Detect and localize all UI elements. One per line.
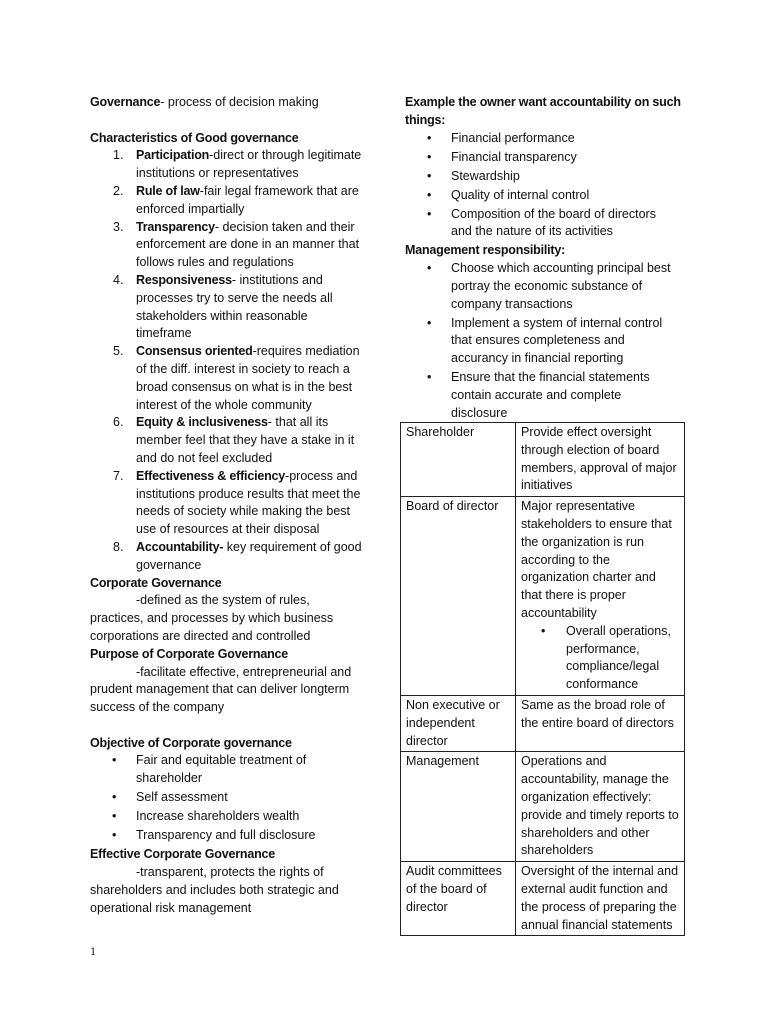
example-heading-line: things: xyxy=(405,112,446,127)
role-cell xyxy=(401,423,516,497)
bullet-text: Quality of internal control xyxy=(451,187,590,202)
bullet-item xyxy=(90,827,372,845)
paragraph-line: practices, and processes by which business xyxy=(90,611,334,626)
bullet-text: Financial transparency xyxy=(451,149,577,164)
characteristic-term: Consensus oriented xyxy=(136,344,253,359)
description-text: organization effectively: xyxy=(521,789,652,804)
description-text: Provide effect oversight xyxy=(521,425,652,439)
purpose-heading: Purpose of Corporate Governance xyxy=(90,646,289,661)
bullet-item xyxy=(405,369,687,422)
bullet-text: accurancy in financial reporting xyxy=(451,351,624,366)
characteristic-text: broad consensus on what is in the best xyxy=(136,379,353,394)
right-column xyxy=(405,94,687,424)
description-text: annual financial statements xyxy=(521,917,673,932)
characteristic-item xyxy=(90,343,372,414)
description-text: stakeholders to ensure that xyxy=(521,516,672,531)
bullet-text: Composition of the board of directors xyxy=(451,206,656,221)
description-text: external audit function and xyxy=(521,881,668,896)
description-cell xyxy=(516,423,685,497)
item-number: 5. xyxy=(113,344,124,359)
role-text: Non executive or xyxy=(406,697,500,712)
characteristic-text: and do not feel excluded xyxy=(136,450,273,465)
characteristic-item xyxy=(90,468,372,539)
bullet-icon: • xyxy=(541,623,546,638)
characteristic-text: of the diff. interest in society to reach a xyxy=(136,361,350,376)
paragraph-line: operational risk management xyxy=(90,900,252,915)
characteristic-text: interest of the whole community xyxy=(136,397,312,412)
bullet-text: portray the economic substance of xyxy=(451,278,643,293)
bullet-icon: • xyxy=(427,315,432,330)
description-text: shareholders and other xyxy=(521,825,650,840)
paragraph-line: corporations are directed and controlled xyxy=(90,628,311,643)
characteristic-text: use of resources at their disposal xyxy=(136,522,320,537)
role-text: director xyxy=(406,733,448,748)
characteristic-text: stakeholders within reasonable xyxy=(136,308,308,323)
description-cell xyxy=(516,752,685,862)
management-list xyxy=(405,260,687,423)
paragraph-line: prudent management that can deliver longterm xyxy=(90,682,350,697)
role-text: Board of director xyxy=(406,499,499,514)
bullet-item xyxy=(405,130,687,148)
paragraph-line: -facilitate effective, entrepreneurial and xyxy=(136,664,352,679)
description-text: Major representative xyxy=(521,499,635,514)
characteristic-text: member feel that they have a stake in it xyxy=(136,433,355,448)
example-heading xyxy=(405,94,687,130)
characteristic-text: -direct or through legitimate xyxy=(209,148,362,163)
roles-table xyxy=(400,422,685,936)
characteristic-item xyxy=(90,539,372,575)
description-text: provide and timely reports to xyxy=(521,807,679,822)
characteristic-text: - decision taken and their xyxy=(214,219,355,234)
paragraph-line: shareholders and includes both strategic and xyxy=(90,882,339,897)
bullet-icon: • xyxy=(112,753,117,768)
characteristic-item xyxy=(90,219,372,272)
effective-text xyxy=(90,864,372,917)
bullet-icon: • xyxy=(112,809,117,824)
item-number: 7. xyxy=(113,468,124,483)
description-text: the process of preparing the xyxy=(521,899,677,914)
bullet-item xyxy=(405,315,687,368)
bullet-item xyxy=(405,168,687,186)
bullet-text: compliance/legal xyxy=(566,659,660,674)
description-text: the organization is run xyxy=(521,534,644,549)
description-text: through election of board xyxy=(521,442,660,457)
bullet-text: Self assessment xyxy=(136,790,228,805)
paragraph-line: -defined as the system of rules, xyxy=(136,593,310,608)
description-text: Same as the broad role of xyxy=(521,697,665,712)
bullet-icon: • xyxy=(112,828,117,843)
role-text: director xyxy=(406,899,448,914)
characteristic-term: Accountability- xyxy=(136,539,224,554)
bullet-item xyxy=(90,808,372,826)
characteristic-text: enforcement are done in an manner that xyxy=(136,237,360,252)
bullet-item xyxy=(405,260,687,313)
characteristic-item xyxy=(90,147,372,183)
item-number: 1. xyxy=(113,148,124,163)
characteristic-text: timeframe xyxy=(136,326,192,341)
role-text: Audit committees xyxy=(406,864,502,879)
bullet-text: shareholder xyxy=(136,771,203,786)
paragraph-line: -transparent, protects the rights of xyxy=(136,865,324,880)
bullet-text: Overall operations, xyxy=(566,623,671,638)
bullet-text: Stewardship xyxy=(451,168,520,183)
characteristics-heading: Characteristics of Good governance xyxy=(90,130,299,145)
characteristic-text: needs of society while making the best xyxy=(136,504,351,519)
role-text: independent xyxy=(406,715,475,730)
bullet-text: Ensure that the financial statements xyxy=(451,370,650,385)
description-text: initiatives xyxy=(521,478,573,493)
corporate-governance-heading: Corporate Governance xyxy=(90,575,222,590)
objective-heading: Objective of Corporate governance xyxy=(90,735,292,750)
table-row xyxy=(401,497,685,696)
table-row xyxy=(401,752,685,862)
bullet-text: Financial performance xyxy=(451,130,575,145)
bullet-text: company transactions xyxy=(451,296,573,311)
role-cell xyxy=(401,862,516,936)
characteristic-term: Rule of law xyxy=(136,183,200,198)
governance-def: - process of decision making xyxy=(160,95,319,109)
characteristic-term: Participation xyxy=(136,148,210,163)
characteristic-text: governance xyxy=(136,557,202,572)
characteristics-list xyxy=(90,147,372,574)
characteristic-item xyxy=(90,272,372,343)
characteristic-text: -fair legal framework that are xyxy=(199,183,359,198)
bullet-icon: • xyxy=(427,187,432,202)
role-text: of the board of xyxy=(406,881,487,896)
characteristic-text: institutions or representatives xyxy=(136,166,299,181)
characteristic-text: -requires mediation xyxy=(252,344,360,359)
bullet-item xyxy=(405,187,687,205)
bullet-text: Transparency and full disclosure xyxy=(136,828,316,843)
characteristic-text: processes try to serve the needs all xyxy=(136,290,333,305)
table-row xyxy=(401,862,685,936)
item-number: 2. xyxy=(113,183,124,198)
bullet-item xyxy=(90,752,372,788)
bullet-text: conformance xyxy=(566,677,639,692)
description-text: accountability, manage the xyxy=(521,772,669,787)
page-number: 1 xyxy=(90,944,96,958)
description-text: accountability xyxy=(521,605,597,620)
example-list xyxy=(405,130,687,242)
management-heading: Management responsibility: xyxy=(405,243,566,258)
description-text: according to the xyxy=(521,552,610,567)
bullet-icon: • xyxy=(427,168,432,183)
bullet-text: disclosure xyxy=(451,405,508,420)
role-text: Management xyxy=(406,754,479,769)
governance-term: Governance xyxy=(90,95,161,109)
characteristic-text: - institutions and xyxy=(231,272,323,287)
bullet-item xyxy=(90,789,372,807)
role-cell xyxy=(401,695,516,751)
description-cell xyxy=(516,695,685,751)
characteristic-term: Transparency xyxy=(136,219,215,234)
characteristic-text: follows rules and regulations xyxy=(136,255,294,270)
characteristic-text: - that all its xyxy=(267,415,329,430)
effective-heading: Effective Corporate Governance xyxy=(90,847,276,862)
description-text: organization charter and xyxy=(521,570,656,585)
item-number: 4. xyxy=(113,272,124,287)
bullet-icon: • xyxy=(427,206,432,221)
left-column xyxy=(90,94,372,917)
governance-definition xyxy=(90,94,372,112)
item-number: 6. xyxy=(113,415,124,430)
table-row xyxy=(401,695,685,751)
bullet-text: contain accurate and complete xyxy=(451,388,622,403)
characteristic-item xyxy=(90,183,372,219)
description-cell xyxy=(516,862,685,936)
description-text: shareholders xyxy=(521,843,594,858)
role-cell xyxy=(401,752,516,862)
bullet-icon: • xyxy=(427,130,432,145)
objective-list xyxy=(90,752,372,845)
role-text: Shareholder xyxy=(406,425,475,439)
item-number: 3. xyxy=(113,219,124,234)
characteristic-item xyxy=(90,414,372,467)
bullet-text: and the nature of its activities xyxy=(451,224,613,239)
characteristic-term: Effectiveness & efficiency xyxy=(136,468,286,483)
bullet-item xyxy=(521,623,679,694)
characteristic-term: Equity & inclusiveness xyxy=(136,415,268,430)
paragraph-line: success of the company xyxy=(90,700,225,715)
characteristic-text: enforced impartially xyxy=(136,201,245,216)
example-heading-line: Example the owner want accountability on such xyxy=(405,95,681,109)
bullet-text: that ensures completeness and xyxy=(451,333,625,348)
bullet-icon: • xyxy=(427,261,432,276)
description-text: the entire board of directors xyxy=(521,715,674,730)
description-bullet-list xyxy=(521,623,679,694)
description-text: Operations and xyxy=(521,754,607,769)
bullet-icon: • xyxy=(427,370,432,385)
bullet-item xyxy=(405,149,687,167)
description-text: that there is proper xyxy=(521,588,626,603)
description-cell xyxy=(516,497,685,696)
bullet-icon: • xyxy=(427,149,432,164)
characteristic-text: key requirement of good xyxy=(223,539,362,554)
bullet-text: Fair and equitable treatment of xyxy=(136,753,307,768)
role-cell xyxy=(401,497,516,696)
bullet-text: performance, xyxy=(566,641,640,656)
bullet-text: Implement a system of internal control xyxy=(451,315,663,330)
purpose-text xyxy=(90,664,372,717)
item-number: 8. xyxy=(113,539,124,554)
table-row xyxy=(401,423,685,497)
description-text: Oversight of the internal and xyxy=(521,864,679,879)
corporate-governance-text xyxy=(90,592,372,645)
characteristic-term: Responsiveness xyxy=(136,272,232,287)
bullet-icon: • xyxy=(112,790,117,805)
bullet-item xyxy=(405,206,687,242)
bullet-text: Increase shareholders wealth xyxy=(136,809,300,824)
characteristic-text: institutions produce results that meet the xyxy=(136,486,361,501)
description-text: members, approval of major xyxy=(521,460,677,475)
bullet-text: Choose which accounting principal best xyxy=(451,261,671,276)
characteristic-text: -process and xyxy=(285,468,358,483)
